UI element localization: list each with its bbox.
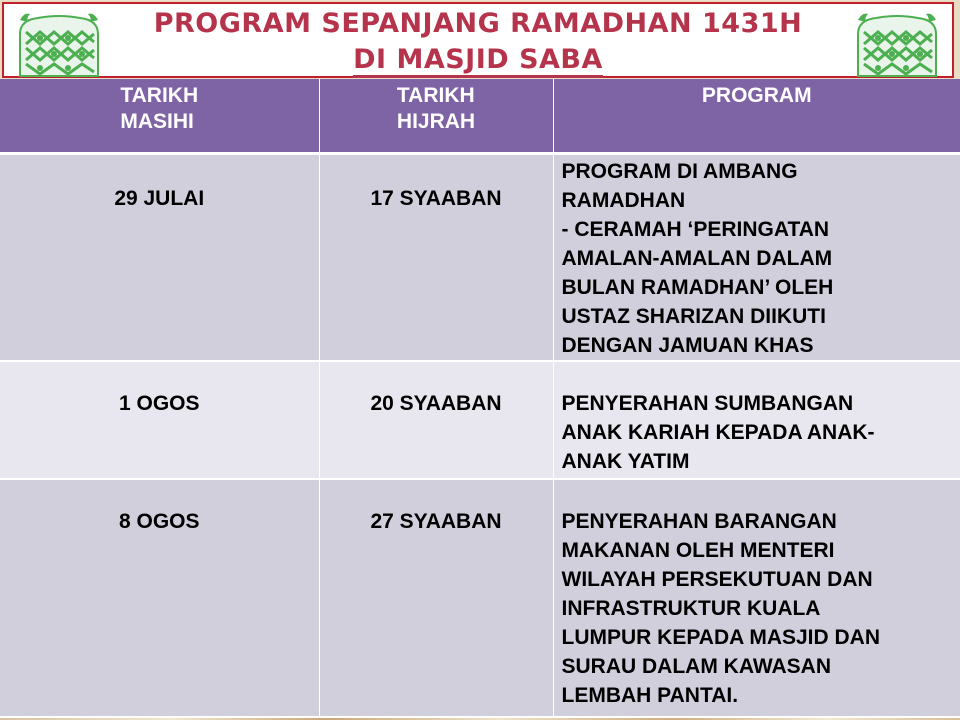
cell-tarikh-hijrah: 27 SYAABAN bbox=[319, 479, 553, 717]
table-header-row bbox=[0, 79, 960, 153]
page-title: PROGRAM SEPANJANG RAMADHAN 1431H bbox=[153, 8, 803, 39]
program-text: PENYERAHAN BARANGAN MAKANAN OLEH MENTERI WILAYAH PERSEKUTUAN DAN INFRASTRUKTUR KUALA LUMPUR KEPADA MASJID DAN SURAU DALAM KAWASAN LEMBAH PANTAI. bbox=[561, 510, 881, 707]
cell-program bbox=[553, 153, 960, 361]
cell-tarikh-hijrah: 20 SYAABAN bbox=[319, 361, 553, 479]
header-line: PROGRAM bbox=[701, 84, 812, 107]
header-tarikh-hijrah bbox=[319, 79, 553, 153]
program-text: PROGRAM DI AMBANG RAMADHAN - CERAMAH ‘PERINGATAN AMALAN-AMALAN DALAM BULAN RAMADHAN’ OLEH USTAZ SHARIZAN DIIKUTI DENGAN JAMUAN KHAS bbox=[561, 159, 834, 357]
cell-tarikh-hijrah: 17 SYAABAN bbox=[319, 153, 553, 361]
header-line: TARIKH bbox=[120, 84, 199, 107]
cell-tarikh-masihi: 8 OGOS bbox=[0, 479, 319, 717]
table-row bbox=[0, 361, 960, 479]
program-schedule-table bbox=[0, 79, 960, 718]
header-line: HIJRAH bbox=[396, 110, 476, 133]
header-program bbox=[553, 79, 960, 153]
table-row bbox=[0, 153, 960, 361]
title-banner bbox=[2, 2, 954, 78]
cell-program bbox=[553, 361, 960, 479]
mosque-dome-lattice-icon bbox=[848, 8, 946, 78]
header-tarikh-masihi bbox=[0, 79, 319, 153]
page-subtitle-text: DI MASJID SABA bbox=[353, 44, 603, 78]
header-line: TARIKH bbox=[396, 84, 475, 107]
program-text: PENYERAHAN SUMBANGAN ANAK KARIAH KEPADA ANAK- ANAK YATIM bbox=[561, 392, 875, 473]
header-line: MASIHI bbox=[120, 110, 194, 133]
cell-program bbox=[553, 479, 960, 717]
table-row bbox=[0, 479, 960, 717]
cell-tarikh-masihi: 29 JULAI bbox=[0, 153, 319, 361]
cell-tarikh-masihi: 1 OGOS bbox=[0, 361, 319, 479]
page-subtitle bbox=[4, 44, 952, 75]
